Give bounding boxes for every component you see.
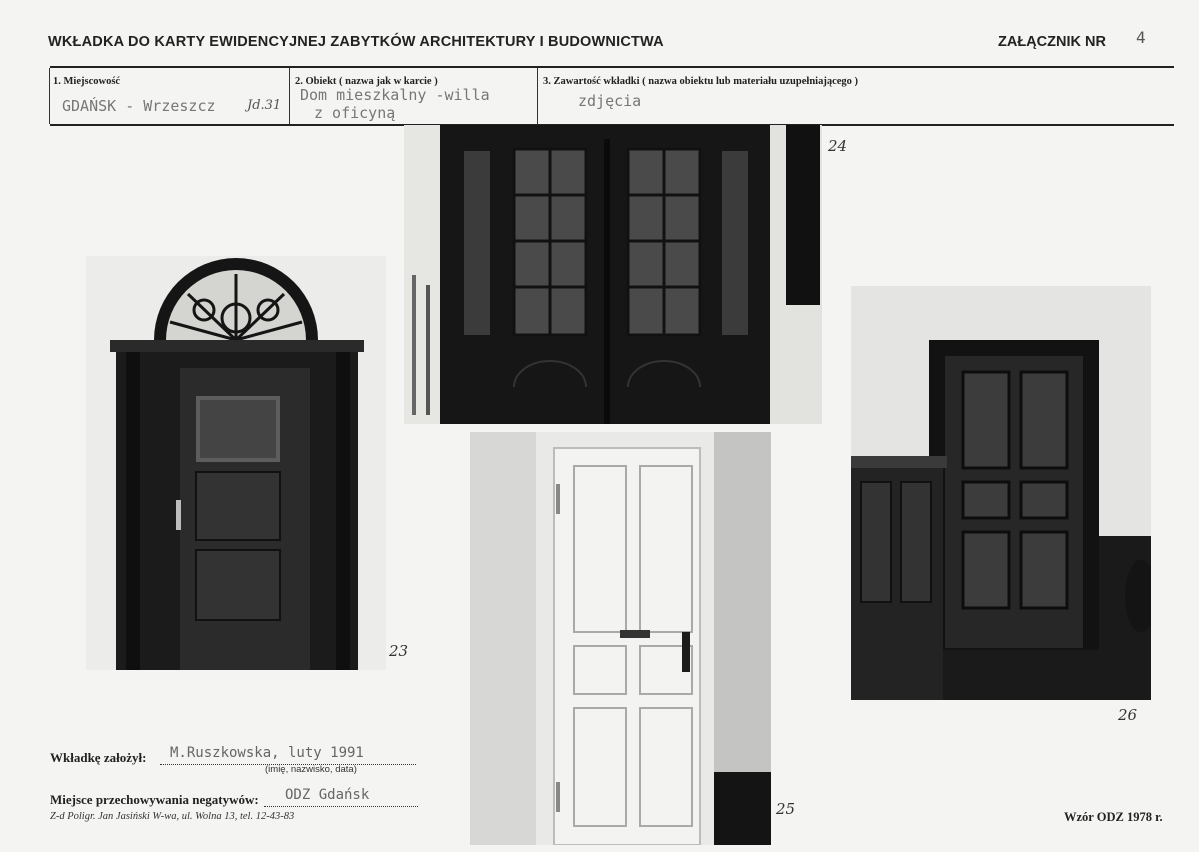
content-label: 3. Zawartość wkładki ( nazwa obiektu lub materiału uzupełniającego )	[543, 76, 859, 87]
field-divider	[289, 68, 290, 124]
photo-number-24: 24	[828, 137, 848, 155]
photo-number-23: 23	[389, 642, 409, 660]
paneled-door-photo	[851, 286, 1151, 700]
object-label: 2. Obiekt ( nazwa jak w karcie )	[295, 76, 438, 87]
place-value: GDAŃSK - Wrzeszcz	[62, 97, 216, 115]
header-rule-top	[50, 66, 1174, 68]
object-value-line2: z oficyną	[314, 104, 396, 122]
arched-door-photo	[86, 256, 386, 670]
form-template-id: Wzór ODZ 1978 r.	[1064, 810, 1163, 824]
place-label: 1. Miejscowość	[53, 76, 121, 87]
white-panel-door-photo	[470, 432, 771, 845]
negatives-storage-value: ODZ Gdańsk	[285, 787, 370, 803]
annex-label: ZAŁĄCZNIK NR	[998, 34, 1106, 50]
content-value: zdjęcia	[578, 92, 642, 110]
negatives-storage-label: Miejsce przechowywania negatywów:	[50, 792, 259, 807]
field-divider	[537, 68, 538, 124]
founder-value: M.Ruszkowska, luty 1991	[170, 745, 364, 761]
founder-label: Wkładkę założył:	[50, 750, 147, 765]
object-value-line1: Dom mieszkalny -willa	[300, 86, 490, 104]
card-title: WKŁADKA DO KARTY EWIDENCYJNEJ ZABYTKÓW ARCHITEKTURY I BUDOWNICTWA	[48, 34, 664, 50]
place-handwritten-note: Jd.31	[247, 98, 282, 113]
printer-imprint: Z-d Poligr. Jan Jasiński W-wa, ul. Wolna 13, tel. 12-43-83	[50, 811, 295, 822]
field-divider	[49, 68, 50, 124]
double-glazed-door-photo	[404, 125, 822, 424]
annex-number: 4	[1136, 28, 1146, 47]
founder-hint: (imię, nazwisko, data)	[265, 764, 357, 775]
photo-number-26: 26	[1118, 706, 1138, 724]
photo-number-25: 25	[776, 800, 796, 818]
